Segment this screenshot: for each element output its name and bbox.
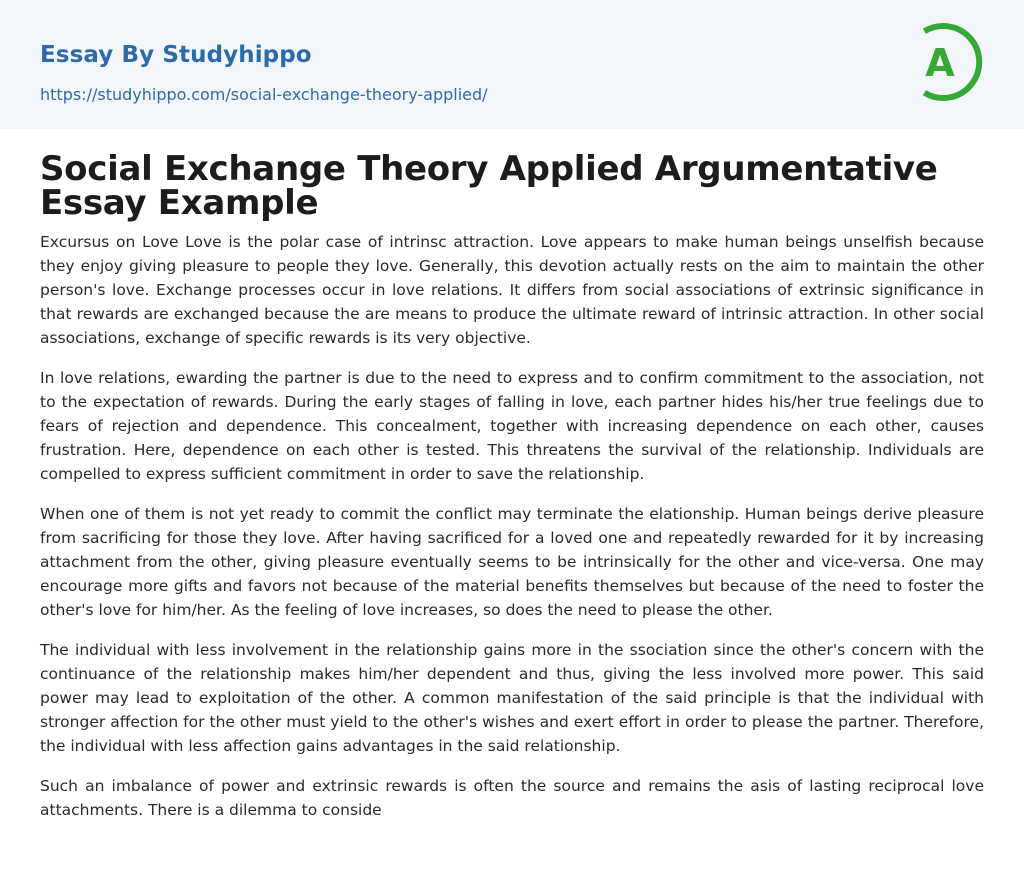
article-paragraph: When one of them is not yet ready to commit the conflict may terminate the elationship. Human beings derive pleasure from sacrificing for those they love. After having sacrificed for a loved one and repeatedly rewarded for it by increasing attachment from the other, giving pleasure eventually seems to be intrinsically for the other and vice-versa. One may encourage more gifts and favors not because of the material benefits themselves but because of the need to foster the other's love for him/her. As the feeling of love increases, so does the need to please the other.	[40, 505, 984, 619]
site-brand[interactable]: Essay By Studyhippo	[40, 42, 312, 68]
article-paragraph: In love relations, ewarding the partner is due to the need to express and to confirm commitment to the association, not to the expectation of rewards. During the early stages of falling in love, each partner hides his/her true feelings due to fears of rejection and dependence. This concealment, together with increasing dependence on each other, causes frustration. Here, dependence on each other is tested. This threatens the survival of the relationship. Individuals are compelled to express sufficient commitment in order to save the relationship.	[40, 369, 984, 483]
article-paragraph: The individual with less involvement in the relationship gains more in the ssociation since the other's concern with the continuance of the relationship makes him/her dependent and thus, giving the less involved more power. This said power may lead to exploitation of the other. A common manifestation of the said principle is that the individual with stronger affection for the other must yield to the other's wishes and exert effort in order to please the partner. Therefore, the individual with less affection gains advantages in the said relationship.	[40, 641, 984, 755]
article-title: Social Exchange Theory Applied Argumentative Essay Example	[40, 149, 938, 223]
article-paragraph: Such an imbalance of power and extrinsic rewards is often the source and remains the asis of lasting reciprocal love attachments. There is a dilemma to conside	[40, 777, 984, 819]
source-url-link[interactable]: https://studyhippo.com/social-exchange-theory-applied/	[40, 85, 488, 104]
article-body	[40, 230, 984, 838]
logo-letter: A	[925, 41, 955, 85]
article-paragraph: Excursus on Love Love is the polar case of intrinsc attraction. Love appears to make human beings unselfish because they enjoy giving pleasure to people they love. Generally, this devotion actually rests on the aim to maintain the other person's love. Exchange processes occur in love relations. It differs from social associations of extrinsic significance in that rewards are exchanged because the are means to produce the ultimate reward of intrinsic attraction. In other social associations, exchange of specific rewards is its very objective.	[40, 233, 984, 347]
